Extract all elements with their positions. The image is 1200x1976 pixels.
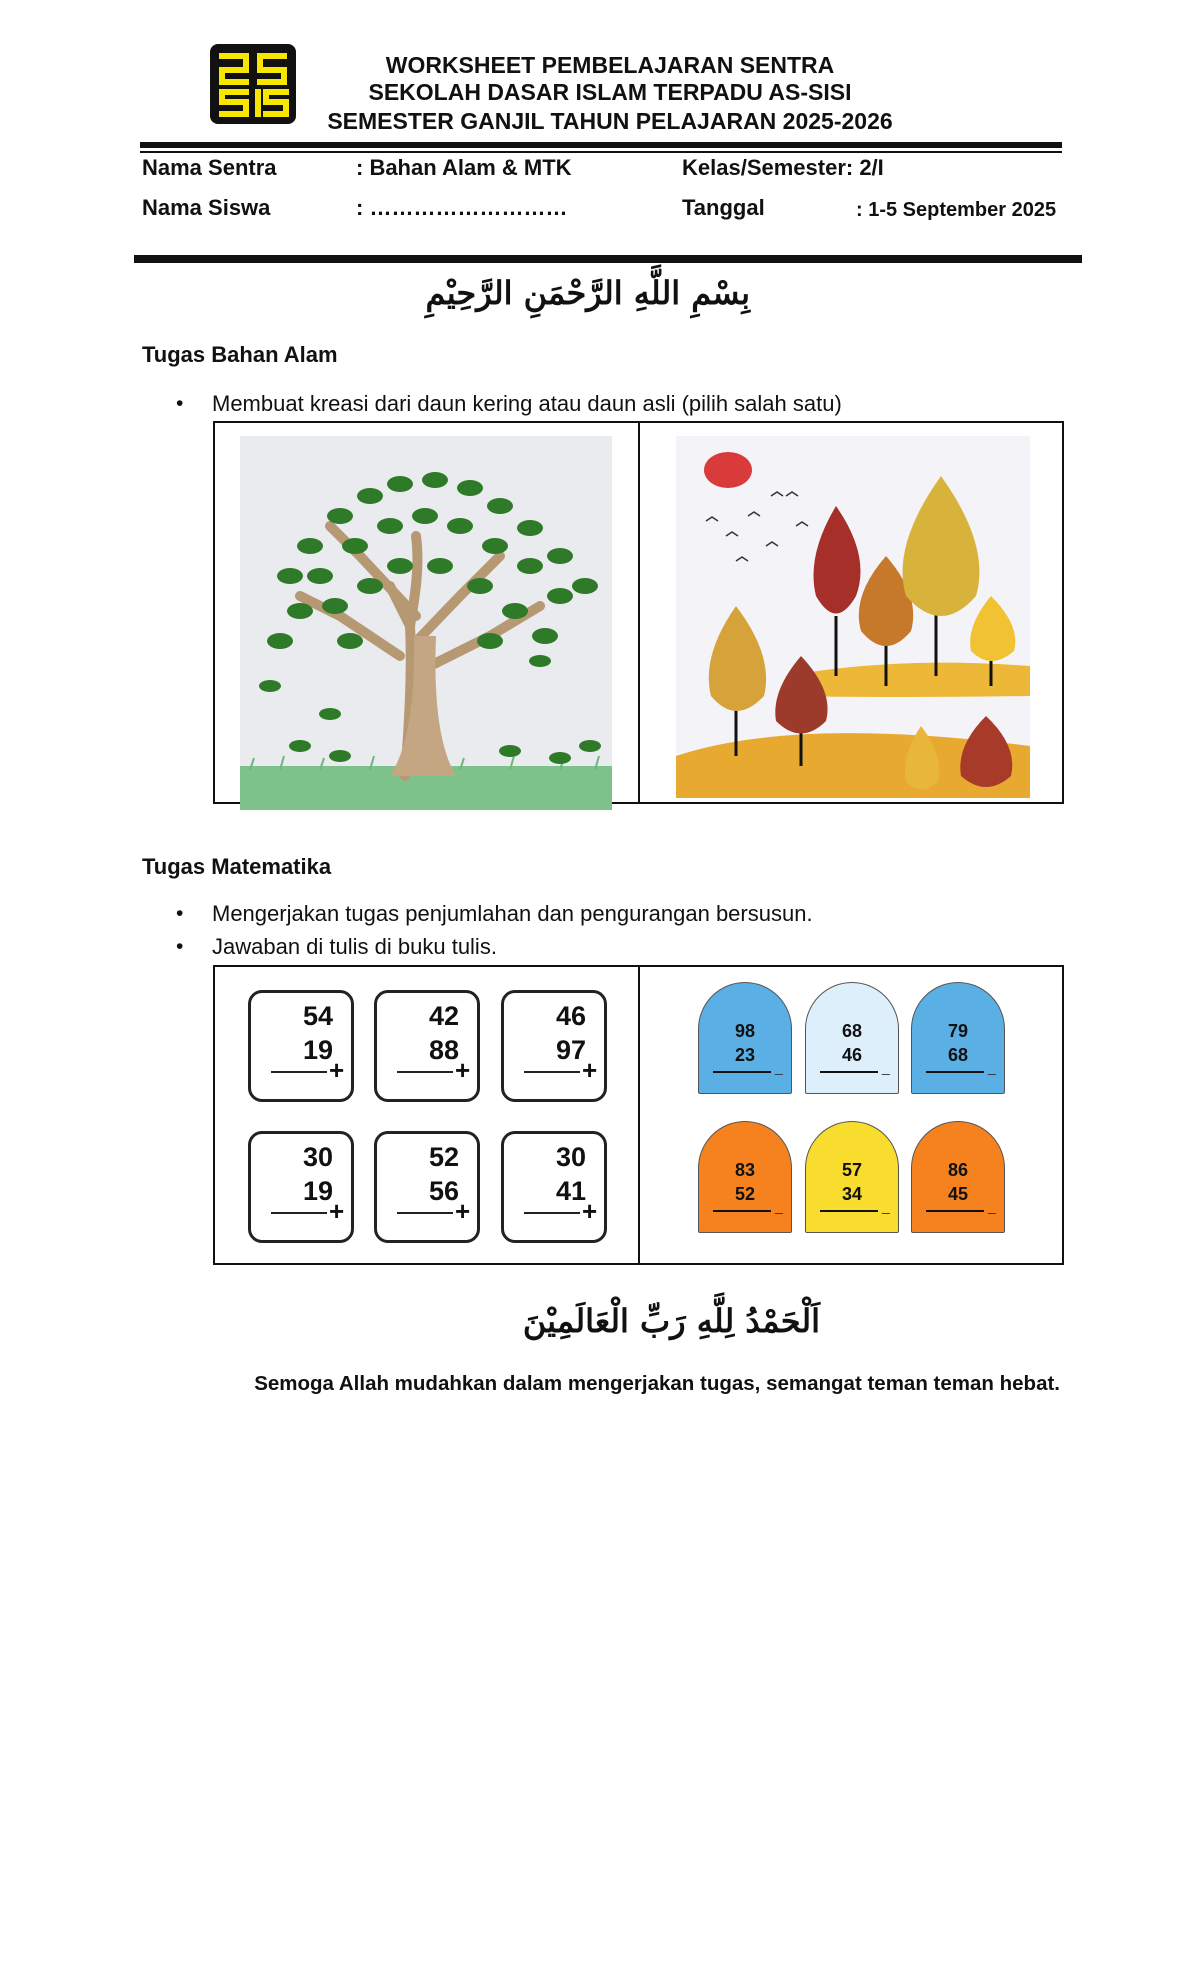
- plus-sign: +: [329, 1196, 345, 1226]
- image-table-divider: [638, 421, 640, 804]
- plus-sign: +: [329, 1055, 345, 1085]
- autumn-leaves-image: [676, 436, 1030, 798]
- sum-line: [271, 1212, 327, 1214]
- leaf-tree-image: [240, 436, 612, 810]
- school-logo: [210, 44, 296, 124]
- school-logo-icon: [210, 44, 296, 124]
- subtraction-card: [698, 1121, 792, 1233]
- subtrahend: 52: [734, 1184, 756, 1204]
- difference-line: [820, 1071, 878, 1073]
- minuend: 57: [841, 1160, 863, 1180]
- alhamdulillah: اَلْحَمْدُ لِلَّهِ رَبِّ الْعَالَمِيْنَ: [522, 1302, 820, 1340]
- kelas-label: Kelas/Semester: 2/I: [682, 155, 884, 180]
- section-title-matematika: Tugas Matematika: [142, 854, 332, 879]
- addend-2: 88: [428, 1035, 459, 1065]
- closing-message: Semoga Allah mudahkan dalam mengerjakan tugas, semangat teman teman hebat.: [254, 1372, 1060, 1395]
- bullet-dot: •: [176, 902, 184, 925]
- addend-2: 97: [555, 1035, 586, 1065]
- addition-card: [248, 1131, 354, 1243]
- math-instruction-2: Jawaban di tulis di buku tulis.: [212, 934, 497, 959]
- sum-line: [397, 1212, 453, 1214]
- subtraction-card: [805, 982, 899, 1094]
- addend-1: 46: [555, 1001, 586, 1031]
- addition-card: [374, 990, 480, 1102]
- tanggal-value: : 1-5 September 2025: [856, 199, 1057, 221]
- difference-line: [820, 1210, 878, 1212]
- plus-sign: +: [582, 1055, 598, 1085]
- info-rule: [134, 255, 1082, 263]
- plus-sign: +: [582, 1196, 598, 1226]
- section-title-bahan-alam: Tugas Bahan Alam: [142, 342, 338, 367]
- leaf-tree-illustration: [240, 436, 612, 810]
- addend-1: 42: [428, 1001, 459, 1031]
- bullet-dot: •: [176, 935, 184, 958]
- sum-line: [271, 1071, 327, 1073]
- bahan-alam-instruction: Membuat kreasi dari daun kering atau daun asli (pilih salah satu): [212, 391, 842, 416]
- sentra-value: : Bahan Alam & MTK: [356, 155, 572, 180]
- addition-card: [501, 1131, 607, 1243]
- subtrahend: 34: [841, 1184, 863, 1204]
- subtraction-card: [698, 982, 792, 1094]
- subtrahend: 68: [947, 1045, 969, 1065]
- addend-2: 56: [428, 1176, 459, 1206]
- minus-sign: _: [988, 1198, 996, 1214]
- addend-1: 30: [302, 1142, 333, 1172]
- addend-2: 19: [302, 1176, 333, 1206]
- tanggal-label: Tanggal: [682, 195, 765, 220]
- sum-line: [524, 1071, 580, 1073]
- minuend: 83: [734, 1160, 756, 1180]
- subtraction-card: [911, 1121, 1005, 1233]
- minus-sign: _: [775, 1198, 783, 1214]
- minuend: 86: [947, 1160, 969, 1180]
- minus-sign: _: [988, 1059, 996, 1075]
- addend-2: 19: [302, 1035, 333, 1065]
- header-title-1: WORKSHEET PEMBELAJARAN SENTRA: [385, 52, 835, 78]
- addend-1: 54: [302, 1001, 333, 1031]
- addition-card: [248, 990, 354, 1102]
- minuend: 68: [841, 1021, 863, 1041]
- addition-card: [374, 1131, 480, 1243]
- plus-sign: +: [455, 1196, 471, 1226]
- subtraction-card: [805, 1121, 899, 1233]
- subtrahend: 46: [841, 1045, 863, 1065]
- header-title-3: SEMESTER GANJIL TAHUN PELAJARAN 2025-2026: [327, 108, 893, 134]
- addition-card: [501, 990, 607, 1102]
- header-title-2: SEKOLAH DASAR ISLAM TERPADU AS-SISI: [368, 79, 852, 105]
- addend-1: 30: [555, 1142, 586, 1172]
- minuend: 79: [947, 1021, 969, 1041]
- difference-line: [713, 1210, 771, 1212]
- sentra-label: Nama Sentra: [142, 155, 277, 180]
- minus-sign: _: [882, 1059, 890, 1075]
- header-rule-thin: [140, 151, 1062, 153]
- difference-line: [926, 1071, 984, 1073]
- subtrahend: 45: [947, 1184, 969, 1204]
- minus-sign: _: [775, 1059, 783, 1075]
- autumn-leaves-illustration: [676, 436, 1030, 798]
- sum-line: [524, 1212, 580, 1214]
- bismillah: بِسْمِ اللَّهِ الرَّحْمَنِ الرَّحِيْمِ: [425, 274, 750, 312]
- subtraction-card: [911, 982, 1005, 1094]
- addend-1: 52: [428, 1142, 459, 1172]
- subtrahend: 23: [734, 1045, 756, 1065]
- sum-line: [397, 1071, 453, 1073]
- minuend: 98: [734, 1021, 756, 1041]
- math-table-divider: [638, 965, 640, 1265]
- siswa-value: : ………………………: [356, 195, 568, 220]
- difference-line: [926, 1210, 984, 1212]
- plus-sign: +: [455, 1055, 471, 1085]
- addend-2: 41: [555, 1176, 586, 1206]
- difference-line: [713, 1071, 771, 1073]
- minus-sign: _: [882, 1198, 890, 1214]
- math-instruction-1: Mengerjakan tugas penjumlahan dan pengurangan bersusun.: [212, 901, 813, 926]
- siswa-label: Nama Siswa: [142, 195, 271, 220]
- bullet-dot: •: [176, 392, 184, 415]
- header-rule-thick: [140, 142, 1062, 148]
